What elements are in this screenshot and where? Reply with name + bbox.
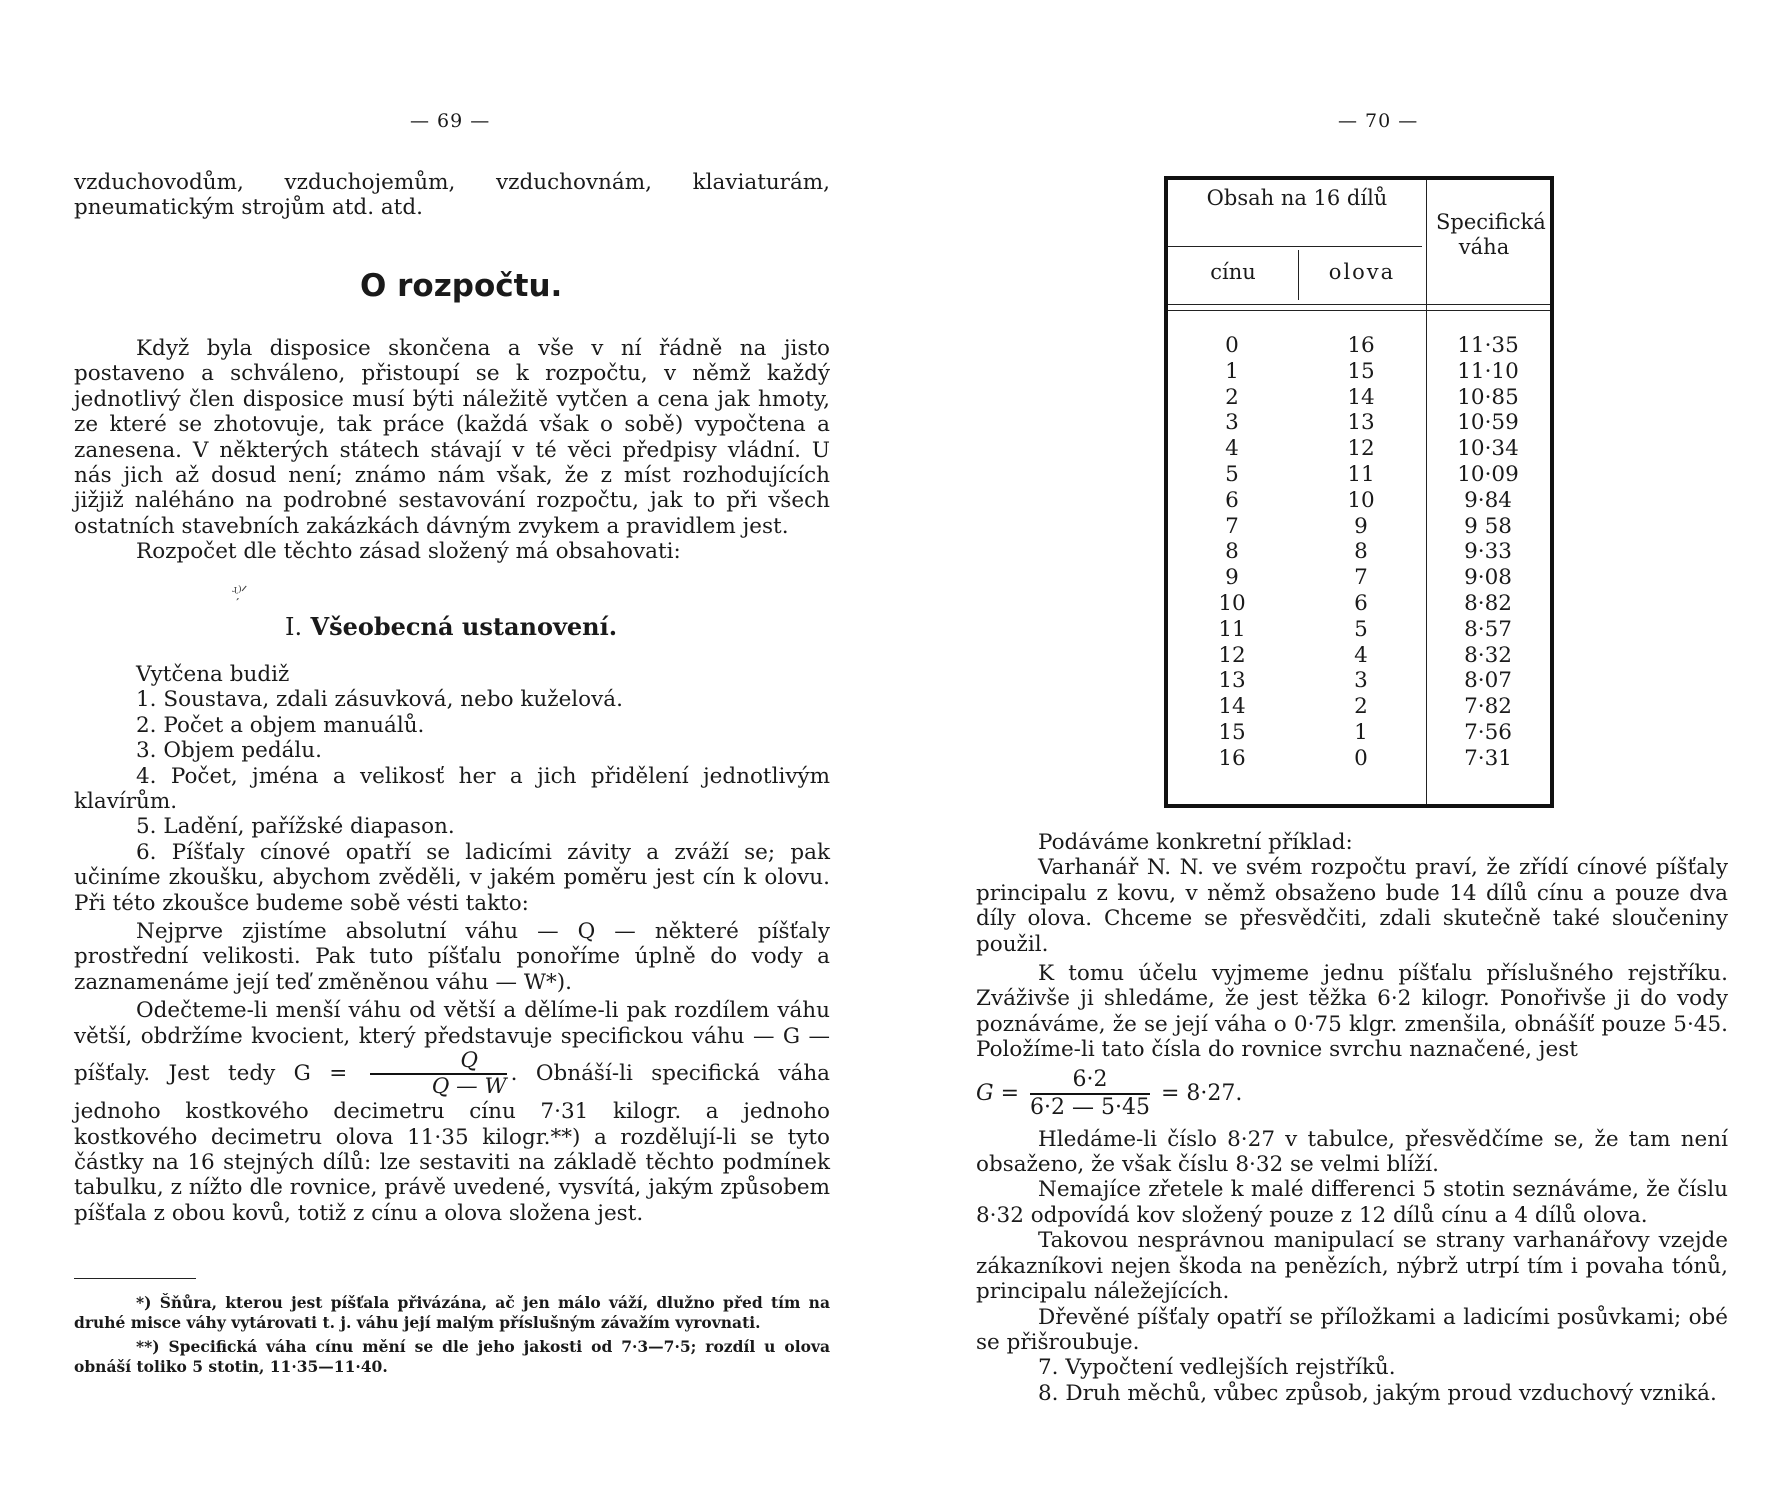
table-cell-lead: 5 (1354, 616, 1368, 642)
specification-list (74, 662, 830, 1226)
intro-paragraph: vzduchovodům, vzduchojemům, vzduchovnám, klaviaturám, pneumatickým strojům atd. atd. (74, 170, 830, 221)
table-cell-tin: 0 (1225, 333, 1239, 358)
page-number-69: — 69 — (410, 110, 491, 132)
formula-g: $\frac{Q}{Q — W}$ (370, 1049, 507, 1099)
page-number-70: — 70 — (1338, 110, 1419, 132)
table-cell-tin: 9 (1225, 565, 1239, 591)
table-row (1168, 333, 1550, 359)
equation: G = $\frac{6\cdot 2}{6\cdot 2 — 5\cdot 45}$ = 8·27. (976, 1066, 1243, 1120)
table-cell-weight: 9 58 (1464, 513, 1512, 539)
table-cell-tin: 2 (1225, 384, 1239, 410)
table-cell-lead: 16 (1347, 333, 1375, 358)
table-cell-weight: 8·57 (1464, 616, 1512, 642)
table-cell-tin: 7 (1225, 513, 1239, 539)
paragraph: Dřevěné píšťaly opatří se příložkami a ladicími posůvkami; obé se přišroubuje. (976, 1304, 1728, 1355)
table-row (1168, 643, 1550, 669)
table-cell-lead: 2 (1354, 694, 1368, 720)
table-cell-tin: 12 (1218, 642, 1246, 668)
list-item: 2. Počet a objem manuálů. (136, 712, 425, 738)
list-item: 7. Vypočtení vedlejších rejstříků. (1038, 1355, 1396, 1381)
table-cell-weight: 8·32 (1464, 642, 1512, 668)
table-row (1168, 694, 1550, 720)
table-cell-tin: 13 (1218, 668, 1246, 694)
table-cell-weight: 10·09 (1457, 461, 1519, 487)
table-divider (1168, 246, 1422, 247)
table-header-lead: olova (1328, 260, 1396, 284)
table-cell-lead: 6 (1354, 590, 1368, 616)
table-cell-tin: 15 (1218, 719, 1246, 745)
table-cell-lead: 8 (1354, 539, 1368, 565)
table-cell-weight: 9·33 (1464, 539, 1512, 565)
table-row (1168, 539, 1550, 565)
table-cell-tin: 8 (1225, 539, 1239, 565)
table-cell-weight: 10·59 (1457, 410, 1519, 436)
table-cell-weight: 7·82 (1464, 694, 1512, 720)
list-item: 3. Objem pedálu. (136, 738, 322, 764)
right-page (896, 0, 1792, 1500)
section-heading: O rozpočtu. (360, 268, 563, 304)
table-cell-tin: 14 (1218, 694, 1246, 720)
table-cell-weight: 11·10 (1457, 358, 1519, 384)
table-cell-lead: 12 (1347, 436, 1375, 462)
table-cell-tin: 11 (1218, 616, 1246, 642)
table-cell-tin: 1 (1225, 358, 1239, 384)
paragraph-absolute-weight: Nejprve zjistíme absolutní váhu — Q — některé píšťaly prostřední velikosti. Pak tuto píšťalu ponoříme úplně do vody a zaznamenáme její teď změněnou váhu — W*). (74, 919, 830, 995)
table-cell-lead: 7 (1354, 565, 1368, 591)
table-row (1168, 668, 1550, 694)
table-body (1168, 333, 1550, 772)
subsection-heading: I. Všeobecná ustanovení. (285, 612, 618, 641)
table-row (1168, 720, 1550, 746)
table-row (1168, 591, 1550, 617)
table-row (1168, 462, 1550, 488)
table-row (1168, 410, 1550, 436)
table-header-tin: cínu (1210, 260, 1256, 284)
paragraph-obsahovati: Rozpočet dle těchto zásad složený má obsahovati: (136, 539, 681, 565)
table-cell-weight: 8·82 (1464, 590, 1512, 616)
footnotes (74, 1293, 830, 1381)
paragraph-specific-weight: Odečteme-li menší váhu od větší a dělíme-li pak rozdílem váhu větší, obdržíme kvocient, který představuje specifickou váhu — G — píšťaly. Jest tedy G = $\frac{Q}{Q — W}$ . Obnáší-li specifická váha jednoho kostkového decimetru cínu 7·31 kilogr. a jednoho kostkového decimetru olova 11·35 kilogr.**) a rozdělují-li se tyto částky na 16 stejných dílů: lze sestaviti na základě těchto podmínek tabulku, z nížto dle rovnice, právě uvedené, vysvítá, jakým způsobem píšťala z obou kovů, totiž z cínu a olova složena jest. (74, 998, 830, 1226)
list-item: 1. Soustava, zdali zásuvková, nebo kuželová. (136, 687, 623, 713)
table-cell-lead: 15 (1347, 358, 1375, 384)
table-cell-weight: 8·07 (1464, 668, 1512, 694)
table-divider (1168, 310, 1550, 311)
table-cell-lead: 10 (1347, 487, 1375, 513)
table-row (1168, 436, 1550, 462)
paragraph: K tomu účelu vyjmeme jednu píšťalu příslušného rejstříku. Zváživše ji shledáme, že jest těžka 6·2 kilogr. Ponořivše ji do vody poznáváme, že se její váha o 0·75 klgr. zmenšila, obnášíť pouze 5·45. Položíme-li tato čísla do rovnice svrchu naznačené, jest (976, 961, 1728, 1063)
table-cell-lead: 13 (1347, 410, 1375, 436)
footnote: **) Specifická váha cínu mění se dle jeho jakosti od 7·3—7·5; rozdíl u olova obnáší toliko 5 stotin, 11·35—11·40. (74, 1337, 830, 1376)
example-text (976, 830, 1728, 1406)
table-cell-tin: 10 (1218, 590, 1246, 616)
footnote-separator (74, 1278, 196, 1279)
table-cell-tin: 4 (1225, 436, 1239, 462)
list-item: 4. Počet, jména a velikosť her a jich přidělení jednotlivým klavírům. (74, 763, 830, 815)
specific-weight-table (1164, 176, 1554, 808)
table-cell-lead: 11 (1347, 461, 1375, 487)
table-row (1168, 565, 1550, 591)
footnote: *) Šňůra, kterou jest píšťala přivázána, ač jen málo váží, dlužno před tím na druhé misce váhy vytárovati t. j. váhu její malým příslušným závažím vyrovnati. (74, 1293, 830, 1332)
table-row (1168, 617, 1550, 643)
list-item: 6. Píšťaly cínové opatří se ladicími závity a zváží se; pak učiníme zkoušku, abychom zvěděli, v jakém poměru jest cín k olovu. Při této zkoušce budeme sobě vésti takto: (74, 839, 830, 916)
paragraph-rozpocet (74, 336, 830, 565)
table-row (1168, 746, 1550, 772)
table-cell-lead: 1 (1354, 719, 1368, 745)
paragraph: Podáváme konkretní příklad: (1038, 830, 1353, 855)
table-cell-tin: 3 (1225, 410, 1239, 436)
table-row (1168, 385, 1550, 411)
paragraph: Hledáme-li číslo 8·27 v tabulce, přesvědčíme se, že tam není obsaženo, že však číslu 8·32 se velmi blíží. (976, 1126, 1728, 1178)
table-header-weight: Specifická váha (1436, 210, 1546, 259)
table-header-group: Obsah na 16 dílů (1206, 186, 1388, 210)
paragraph: Varhanář N. N. ve svém rozpočtu praví, že zřídí cínové píšťaly principalu z kovu, v němž obsaženo bude 14 dílů cínu a pouze dva díly olova. Chceme se přesvědčiti, zdali skutečně také sloučeniny použil. (976, 855, 1728, 957)
table-divider (1168, 304, 1550, 305)
table-cell-lead: 3 (1354, 668, 1368, 694)
ink-mark: ʵ⁾̦ᐟ (232, 582, 247, 601)
paragraph-disposice: Když byla disposice skončena a vše v ní řádně na jisto postaveno a schváleno, přistoupí se k rozpočtu, v němž každý jednotlivý člen disposice musí býti náležitě vytčen a cena jak hmoty, ze které se zhotovuje, tak práce (každá však o sobě) vypočtena a zanesena. V některých státech stávají v té věci předpisy vládní. U nás jich až dosud není; známo nám však, že z míst rozhodujících jižjiž naléháno na podrobné sestavování rozpočtu, jak to při všech ostatních stavebních zakázkách dávným zvykem a pravidlem jest. (74, 336, 830, 539)
table-cell-weight: 11·35 (1457, 333, 1519, 358)
list-item: 5. Ladění, pařížské diapason. (136, 814, 455, 840)
table-cell-weight: 7·31 (1464, 745, 1512, 771)
table-cell-lead: 9 (1354, 513, 1368, 539)
table-cell-weight: 10·34 (1457, 436, 1519, 462)
table-row (1168, 514, 1550, 540)
table-cell-weight: 10·85 (1457, 384, 1519, 410)
table-cell-weight: 7·56 (1464, 719, 1512, 745)
table-cell-tin: 16 (1218, 745, 1246, 771)
paragraph: Takovou nesprávnou manipulací se strany varhanářovy vzejde zákazníkovi nejen škoda na penězích, nýbrž utrpí tím i povaha tónů, principalu náležejících. (976, 1228, 1728, 1305)
table-cell-lead: 4 (1354, 642, 1368, 668)
paragraph: Nemajíce zřetele k malé differenci 5 stotin seznáváme, že číslu 8·32 odpovídá kov složený pouze z 12 dílů cínu a 4 dílů olova. (976, 1177, 1728, 1228)
table-cell-weight: 9·08 (1464, 565, 1512, 591)
table-cell-lead: 14 (1347, 384, 1375, 410)
list-item: 8. Druh měchů, vůbec způsob, jakým proud vzduchový vzniká. (1038, 1380, 1717, 1406)
table-cell-tin: 5 (1225, 461, 1239, 487)
table-row (1168, 488, 1550, 514)
table-cell-tin: 6 (1225, 487, 1239, 513)
table-cell-weight: 9·84 (1464, 487, 1512, 513)
list-intro: Vytčena budiž (136, 662, 290, 687)
table-cell-lead: 0 (1354, 745, 1368, 771)
table-row (1168, 359, 1550, 385)
